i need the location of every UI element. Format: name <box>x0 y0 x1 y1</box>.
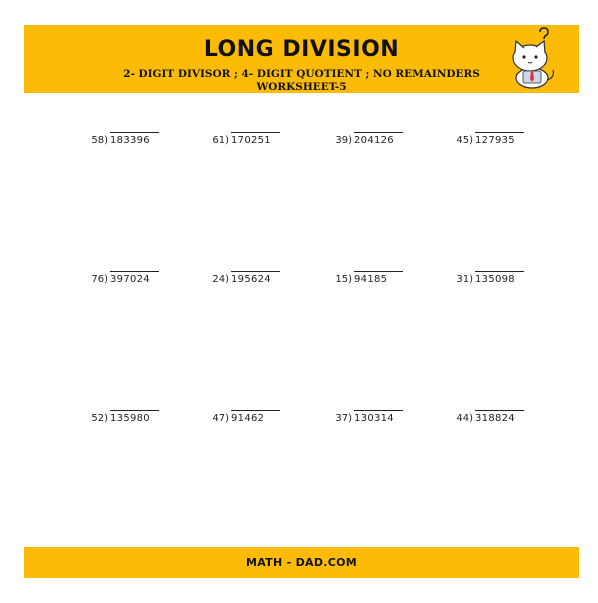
divisor: 61) <box>212 135 229 146</box>
division-bar <box>110 410 159 411</box>
division-problem <box>308 132 408 152</box>
cat-question-icon <box>500 26 560 90</box>
division-problem <box>429 271 529 291</box>
dividend: 135098 <box>475 274 515 285</box>
division-problem <box>308 271 408 291</box>
divisor: 24) <box>212 274 229 285</box>
dividend: 91462 <box>231 413 265 424</box>
divisor: 52) <box>91 413 108 424</box>
dividend: 183396 <box>110 135 150 146</box>
division-bar <box>354 132 403 133</box>
page-title: LONG DIVISION <box>203 37 400 62</box>
division-bar <box>475 410 524 411</box>
division-problem <box>64 410 164 430</box>
division-bar <box>110 132 159 133</box>
divisor: 76) <box>91 274 108 285</box>
dividend: 204126 <box>354 135 394 146</box>
division-problem <box>429 132 529 152</box>
division-bar <box>475 132 524 133</box>
dividend: 130314 <box>354 413 394 424</box>
division-bar <box>231 132 280 133</box>
footer-banner <box>24 547 579 578</box>
divisor: 39) <box>335 135 352 146</box>
division-problem <box>185 132 285 152</box>
division-bar <box>354 410 403 411</box>
division-problem <box>185 271 285 291</box>
division-problem <box>308 410 408 430</box>
division-bar <box>354 271 403 272</box>
divisor: 58) <box>91 135 108 146</box>
worksheet-label: WORKSHEET-5 <box>256 81 347 93</box>
dividend: 170251 <box>231 135 271 146</box>
header-banner <box>24 25 579 93</box>
dividend: 135980 <box>110 413 150 424</box>
divisor: 45) <box>456 135 473 146</box>
divisor: 37) <box>335 413 352 424</box>
division-bar <box>110 271 159 272</box>
dividend: 94185 <box>354 274 388 285</box>
dividend: 195624 <box>231 274 271 285</box>
division-bar <box>475 271 524 272</box>
dividend: 318824 <box>475 413 515 424</box>
division-bar <box>231 410 280 411</box>
dividend: 127935 <box>475 135 515 146</box>
page-subtitle: 2- DIGIT DIVISOR ; 4- DIGIT QUOTIENT ; NO REMAINDERS <box>123 68 480 80</box>
division-problem <box>429 410 529 430</box>
divisor: 15) <box>335 274 352 285</box>
division-problem <box>64 132 164 152</box>
divisor: 44) <box>456 413 473 424</box>
division-bar <box>231 271 280 272</box>
dividend: 397024 <box>110 274 150 285</box>
footer-site-name: MATH - DAD.COM <box>245 556 358 569</box>
divisor: 31) <box>456 274 473 285</box>
division-problem <box>64 271 164 291</box>
division-problem <box>185 410 285 430</box>
divisor: 47) <box>212 413 229 424</box>
